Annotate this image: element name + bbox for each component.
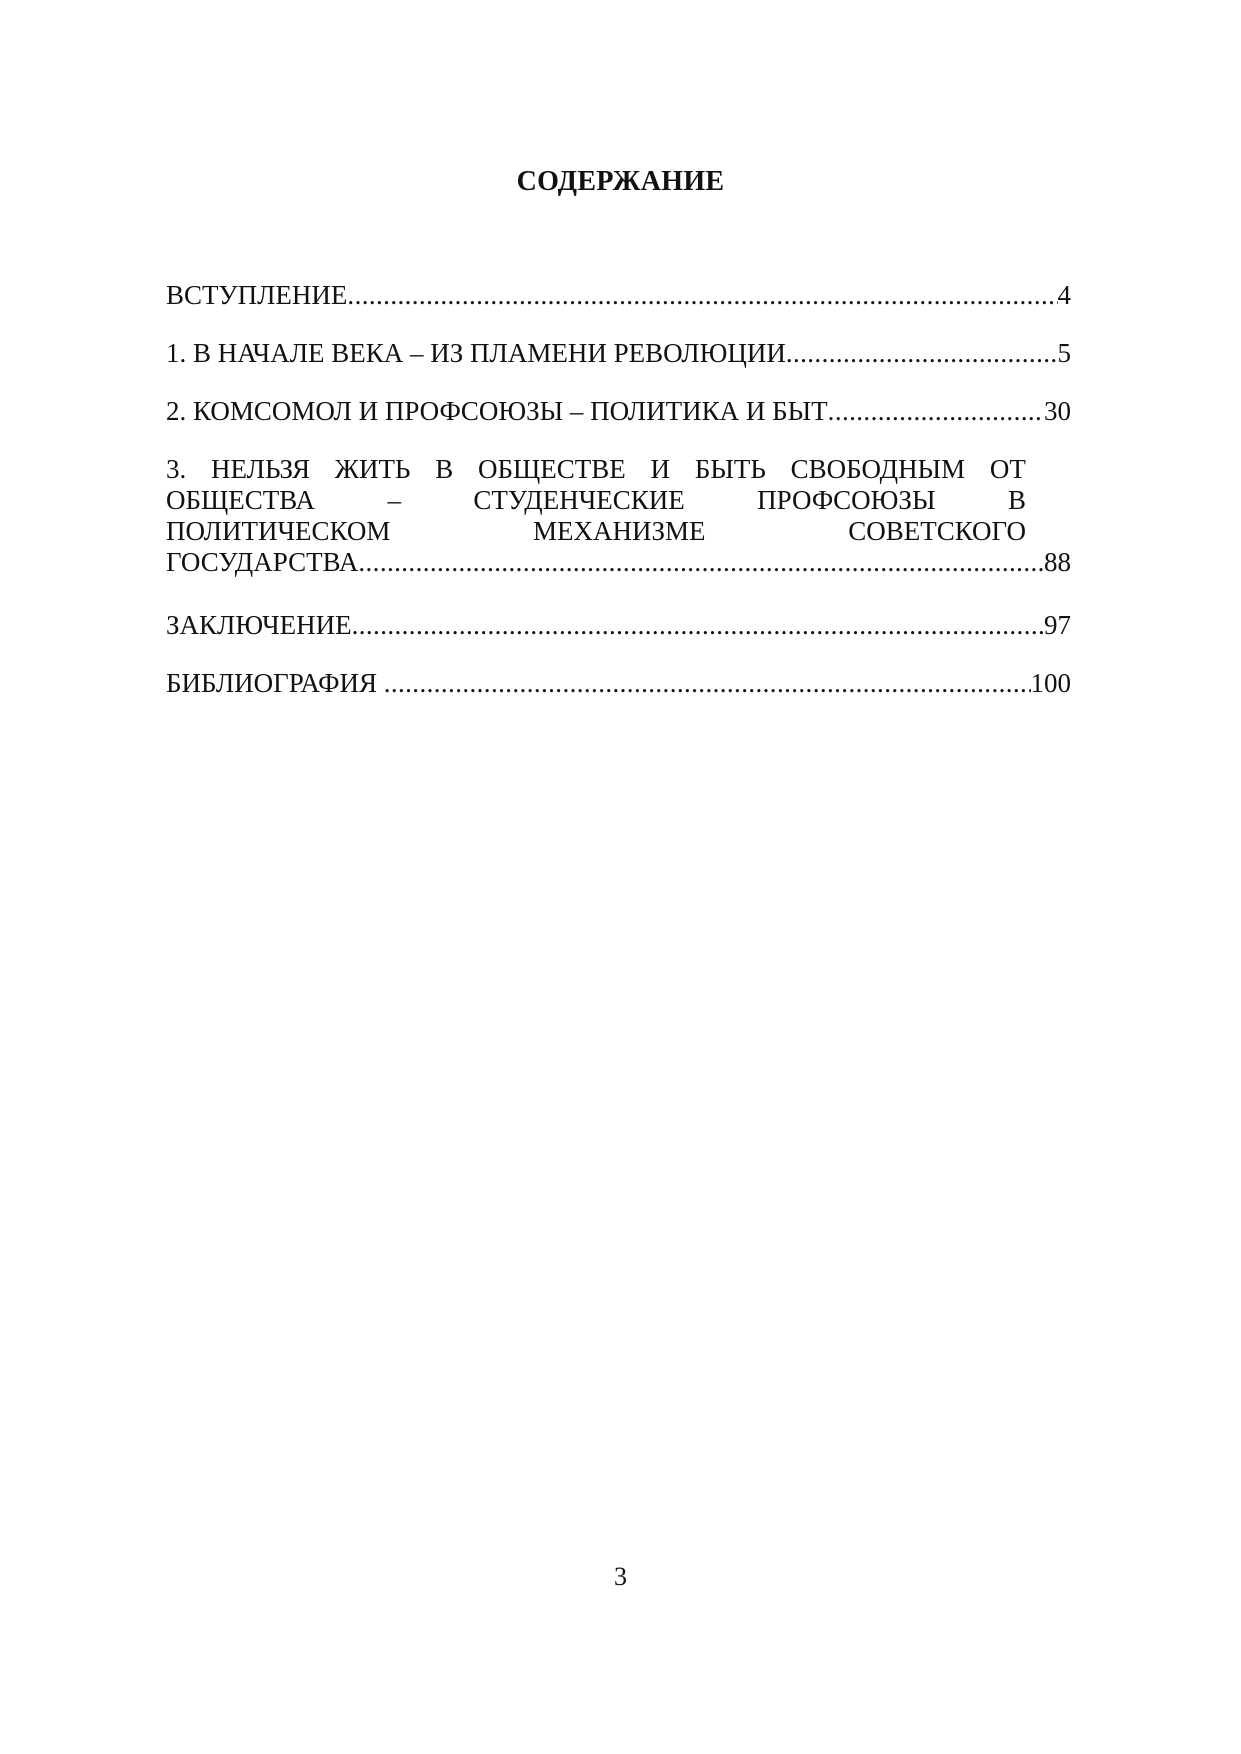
toc-entry-label: ЗАКЛЮЧЕНИЕ [166,610,352,640]
toc-entry-label-line [166,547,1071,578]
page-title: СОДЕРЖАНИЕ [516,166,725,197]
word: СТУДЕНЧЕСКИЕ [473,485,685,515]
word: 3. [166,454,187,484]
toc-entry-label: 2. КОМСОМОЛ И ПРОФСОЮЗЫ – ПОЛИТИКА И БЫТ [166,396,828,426]
toc-entry-page: 97 [1044,610,1071,640]
word: БЫТЬ [694,454,766,484]
toc-entry-label: ВСТУПЛЕНИЕ [166,280,348,310]
word: ОБЩЕСТВА [166,485,316,515]
word: ОТ [989,454,1026,484]
word: СОВЕТСКОГО [848,516,1026,546]
toc-entry-conclusion[interactable] [166,610,1071,641]
toc-entry-bibliography[interactable] [166,668,1071,699]
word: В [435,454,454,484]
word: НЕЛЬЗЯ [211,454,310,484]
toc-entry-label-line [166,454,1026,485]
word: – [387,485,401,515]
toc-entry-label: 1. В НАЧАЛЕ ВЕКА – ИЗ ПЛАМЕНИ РЕВОЛЮЦИИ [166,338,786,368]
dot-leader [384,668,1031,699]
toc-entry-chapter-2[interactable] [166,396,1071,427]
word: СВОБОДНЫМ [790,454,966,484]
dot-leader [786,338,1058,369]
word: В [1007,485,1026,515]
toc-entry-page: 5 [1057,338,1071,368]
toc-entry-introduction[interactable] [166,280,1071,311]
page-number: 3 [614,1562,627,1591]
toc-entry-label-line [166,516,1026,547]
dot-leader [352,610,1044,641]
toc-entry-page: 4 [1057,280,1071,310]
word: ЖИТЬ [334,454,411,484]
toc-entry-chapter-1[interactable] [166,338,1071,369]
dot-leader [347,280,1057,311]
word: ПОЛИТИЧЕСКОМ [166,516,391,546]
toc-entry-label-line [166,485,1026,516]
toc-entry-page: 30 [1044,396,1071,426]
word: ПРОФСОЮЗЫ [757,485,936,515]
word: МЕХАНИЗМЕ [533,516,706,546]
toc-entry-chapter-3[interactable] [166,454,1071,578]
toc-entry-label: ГОСУДАРСТВА [166,547,359,577]
toc-entry-label: БИБЛИОГРАФИЯ [166,668,384,698]
dot-leader [828,396,1044,427]
word: И [650,454,671,484]
word: ОБЩЕСТВЕ [478,454,626,484]
toc-entry-page: 100 [1030,668,1071,698]
dot-leader [358,547,1044,578]
toc-entry-page: 88 [1044,547,1071,577]
